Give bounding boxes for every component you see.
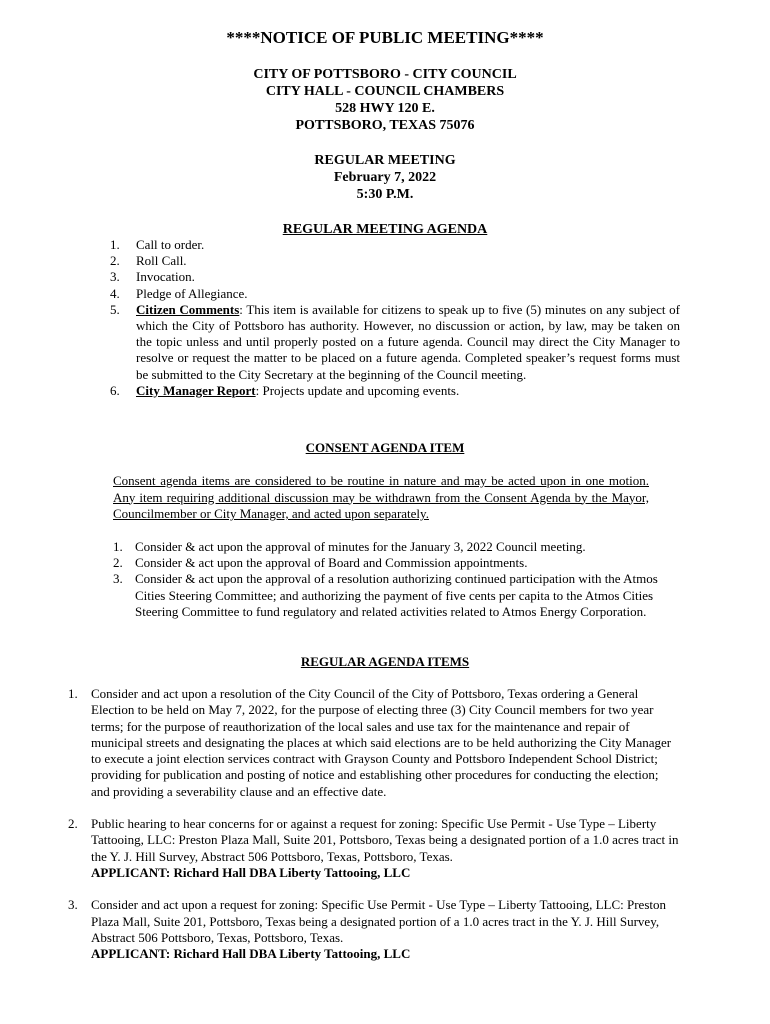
item-text: Roll Call. (136, 253, 187, 269)
item-number: 2. (110, 253, 120, 269)
city-manager-report-label: City Manager Report (136, 382, 256, 398)
meeting-time: 5:30 P.M. (356, 187, 414, 202)
applicant-line: APPLICANT: Richard Hall DBA Liberty Tattooing, LLC (91, 864, 411, 880)
item-text: Consider and act upon a request for zoning: Specific Use Permit - Use Type – Liberty Tattooing, LLC: Preston Plaza Mall, Suite 201, Pottsboro, Texas being a designated portion of a 1.0 acres tract in the Y. J. Hill Survey, Abstract 506 Pottsboro, Texas, Pottsboro, Texas. (91, 897, 666, 945)
applicant-line: APPLICANT: Richard Hall DBA Liberty Tattooing, LLC (91, 946, 411, 962)
meeting-type: REGULAR MEETING (314, 153, 456, 168)
list-item (68, 816, 680, 881)
city-state-zip: POTTSBORO, TEXAS 75076 (295, 118, 475, 133)
item-number: 3. (68, 897, 78, 913)
consent-section-title: CONSENT AGENDA ITEM (305, 440, 465, 455)
list-item (110, 302, 680, 383)
item-number: 3. (110, 269, 120, 285)
list-item (110, 237, 680, 253)
agenda-title: REGULAR MEETING AGENDA (282, 222, 488, 237)
meeting-location: CITY HALL - COUNCIL CHAMBERS (265, 84, 505, 99)
consent-intro: Consent agenda items are considered to be routine in nature and may be acted upon in one motion. Any item requiring additional discussion may be withdrawn from the Consent Agenda by the Mayor, Councilmember or City Manager, and acted upon separately. (113, 473, 649, 522)
item-text: Invocation. (136, 269, 195, 285)
consent-list (113, 539, 658, 620)
list-item (113, 571, 658, 620)
item-number: 4. (110, 285, 120, 301)
street-address: 528 HWY 120 E. (335, 101, 435, 116)
item-text: Consider & act upon the approval of Board and Commission appointments. (135, 555, 528, 571)
item-text: Call to order. (136, 237, 205, 252)
regular-section-title: REGULAR AGENDA ITEMS (300, 654, 470, 669)
item-text: Consider and act upon a resolution of the City Council of the City of Pottsboro, Texas ordering a General Election to be held on May 7, 2022, for the purpose of electing three (3) City Council members for two year terms; for the purpose of reauthorization of the local sales and use tax for the maintenance and repair of municipal streets and designating the places at which said elections are to be held authorizing the City Manager to execute a joint election services contract with Grayson County and Pottsboro Independent School District; providing for publication and posting of notice and establishing other procedures for conducting the election; and providing a severability clause and an effective date. (91, 686, 672, 799)
notice-title: ****NOTICE OF PUBLIC MEETING**** (226, 28, 544, 47)
item-number: 2. (68, 816, 78, 832)
item-number: 1. (110, 237, 120, 252)
item-text: Consider & act upon the approval of a resolution authorizing continued participation with the Atmos Cities Steering Committee; and authorizing the payment of five cents per capita to the Atmos Cities Steering Committee to fund regulatory and related activities related to Atmos Energy Corporation. (135, 571, 658, 619)
item-text: Consider & act upon the approval of minutes for the January 3, 2022 Council meeting. (135, 539, 586, 554)
item-text: : Projects update and upcoming events. (255, 382, 460, 398)
list-item (68, 686, 680, 800)
meeting-date: February 7, 2022 (333, 170, 437, 185)
list-item (110, 253, 680, 269)
list-item (113, 555, 658, 571)
list-item (110, 269, 680, 285)
item-text: Pledge of Allegiance. (136, 285, 248, 301)
regular-items-list (68, 686, 680, 978)
item-number: 2. (113, 555, 123, 571)
item-number: 1. (68, 686, 78, 701)
item-number: 1. (113, 539, 123, 554)
item-number: 5. (110, 301, 120, 317)
item-text: : This item is available for citizens to speak up to five (5) minutes on any subject of which the City of Pottsboro has authority. However, no discussion or action, by law, may be taken on the topic unless and until properly posted on a future agenda. Council may direct the City Manager to resolve or request the matter to be placed on a future agenda. Completed speaker’s request forms must be submitted to the City Secretary at the beginning of the Council meeting. (136, 301, 680, 382)
list-item (113, 539, 658, 555)
agenda-list (110, 237, 680, 399)
item-number: 6. (110, 382, 120, 398)
citizen-comments-label: Citizen Comments (136, 301, 240, 317)
header-spacer (0, 134, 770, 152)
list-item (110, 383, 680, 399)
list-item (110, 286, 680, 302)
list-item (68, 897, 680, 962)
organization-name: CITY OF POTTSBORO - CITY COUNCIL (253, 67, 517, 82)
meeting-header (0, 28, 770, 203)
item-number: 3. (113, 571, 123, 587)
item-text: Public hearing to hear concerns for or against a request for zoning: Specific Use Permit - Use Type – Liberty Tattooing, LLC: Preston Plaza Mall, Suite 201, Pottsboro, Texas being a designated portion of a 1.0 acres tract in the Y. J. Hill Survey, Abstract 506 Pottsboro, Texas, Pottsboro, Texas. (91, 816, 679, 864)
